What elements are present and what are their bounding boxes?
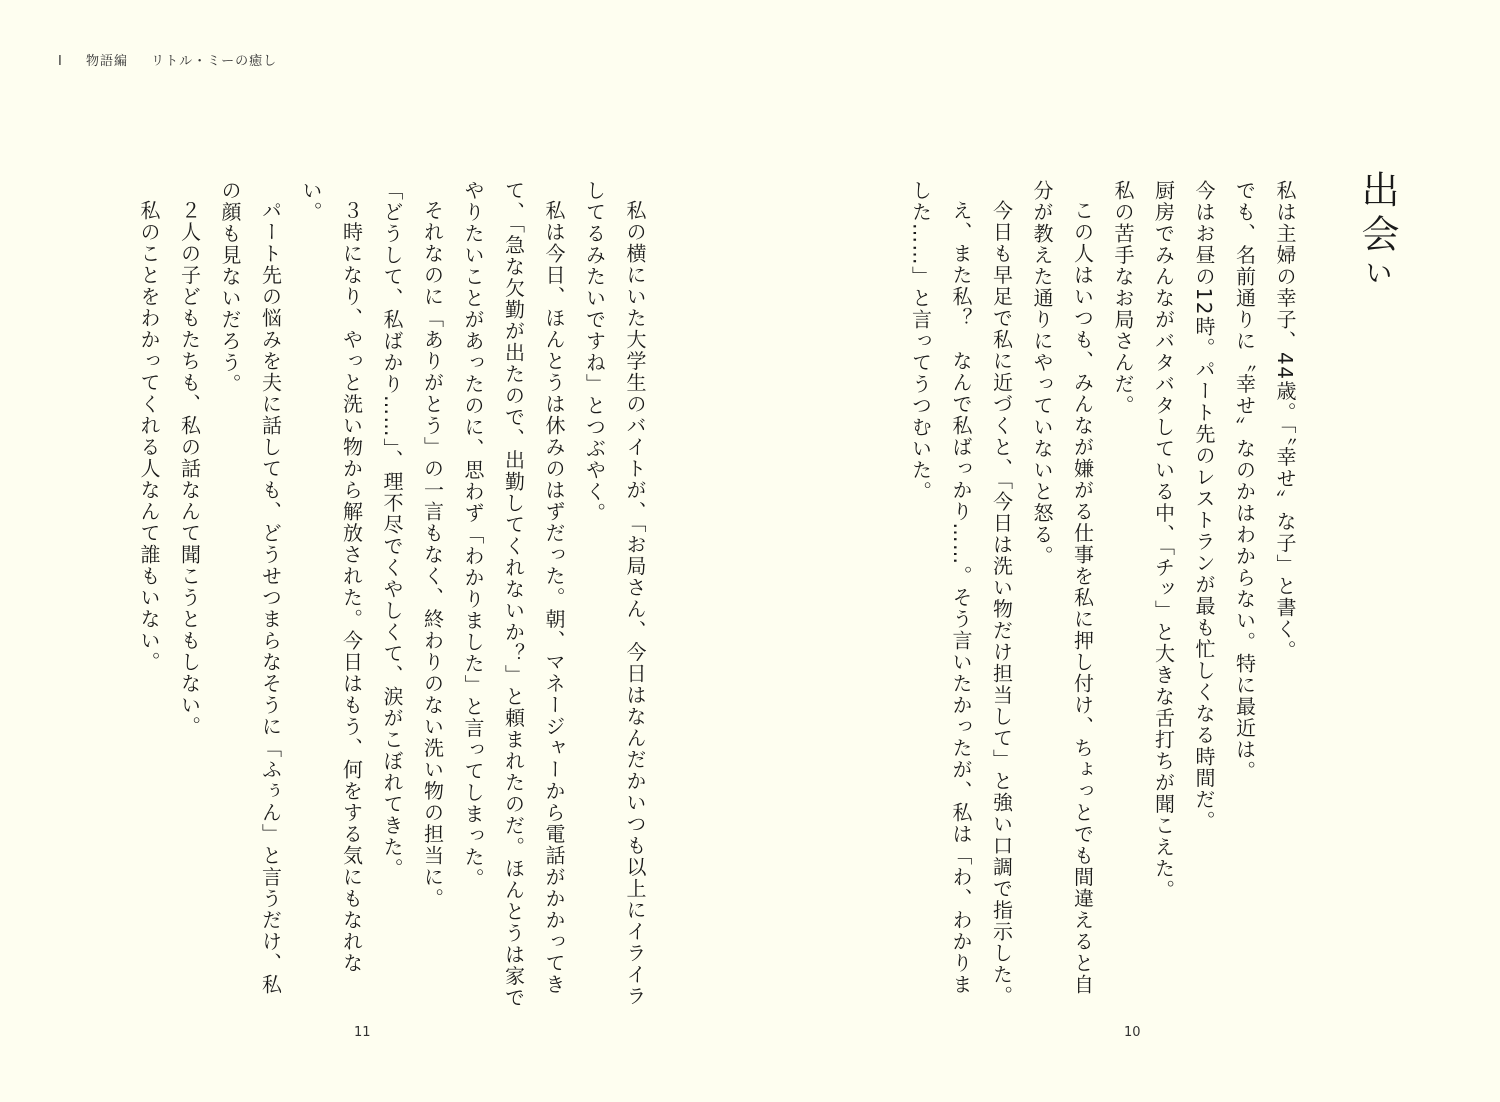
right-page-body xyxy=(850,180,1305,1010)
left-paragraph-7: ２人の子どもたちも、私の話なんて聞こうともしない。 xyxy=(177,200,202,738)
left-page-body xyxy=(75,180,655,1010)
running-head-part: Ⅰ xyxy=(58,54,63,69)
right-paragraph-6: この人はいつも、みんなが嫌がる仕事を私に押し付け、ちょっとでも間違えると自分が教えた通りにやっていないと怒る。 xyxy=(1030,180,1095,996)
left-paragraph-1: 私の横にいた大学生のバイトが、「お局さん、今日はなんだかいつも以上にイライラしてるみたいですね」とつぶやく。 xyxy=(582,180,647,1007)
right-paragraph-3: 今はお昼の12時。パート先のレストランが最も忙しくなる時間だ。 xyxy=(1192,180,1216,832)
page-number-left: 11 xyxy=(354,1025,371,1040)
chapter-title-small: い xyxy=(1361,258,1394,292)
left-paragraph-2: 私は今日、ほんとうは休みのはずだった。朝、マネージャーから電話がかかってきて、「急な欠勤が出たので、出勤してくれないか？」と頼まれたのだ。ほんとうは家でやりたいことがあったのに、思わず「わかりました」と言ってしまった。 xyxy=(461,180,566,1009)
left-paragraph-8: 私のことをわかってくれる人なんて誰もいない。 xyxy=(137,200,161,673)
right-paragraph-1: 私は主婦の幸子、44歳。「〝幸せ〟な子」と書く。 xyxy=(1273,180,1297,662)
left-paragraph-6: パート先の悩みを夫に話しても、どうせつまらなそうに「ふぅん」と言うだけ、私の顔も見ないだろう。 xyxy=(218,180,283,996)
chapter-title xyxy=(1350,170,1405,292)
chapter-title-main: 出会 xyxy=(1355,170,1399,258)
right-paragraph-7: 今日も早足で私に近づくと、「今日は洗い物だけ担当して」と強い口調で指示した。 xyxy=(989,200,1014,1007)
right-paragraph-4: 厨房でみんながバタバタしている中、「チッ」と大きな舌打ちが聞こえた。 xyxy=(1151,180,1176,901)
running-head-title: リトル・ミーの癒し xyxy=(151,54,278,69)
left-paragraph-4: 「どうして、私ばかり……」、理不尽でくやしくて、涙がこぼれてきた。 xyxy=(380,180,404,880)
left-paragraph-3: それなのに「ありがとう」の一言もなく、終わりのない洗い物の担当に。 xyxy=(420,200,445,910)
page-number-right: 10 xyxy=(1124,1025,1141,1040)
right-paragraph-8: え、また私？ なんで私ばっかり……。そう言いたかったが、私は「わ、わかりました……」と言ってうつむいた。 xyxy=(908,180,973,996)
right-paragraph-5: 私の苦手なお局さんだ。 xyxy=(1111,180,1135,417)
running-head-section: 物語編 xyxy=(85,54,128,69)
running-head xyxy=(58,50,295,69)
right-paragraph-2: でも、名前通りに〝幸せ〟なのかはわからない。特に最近は。 xyxy=(1232,180,1257,782)
left-paragraph-5: ３時になり、やっと洗い物から解放された。今日はもう、何をする気にもなれない。 xyxy=(299,180,364,974)
